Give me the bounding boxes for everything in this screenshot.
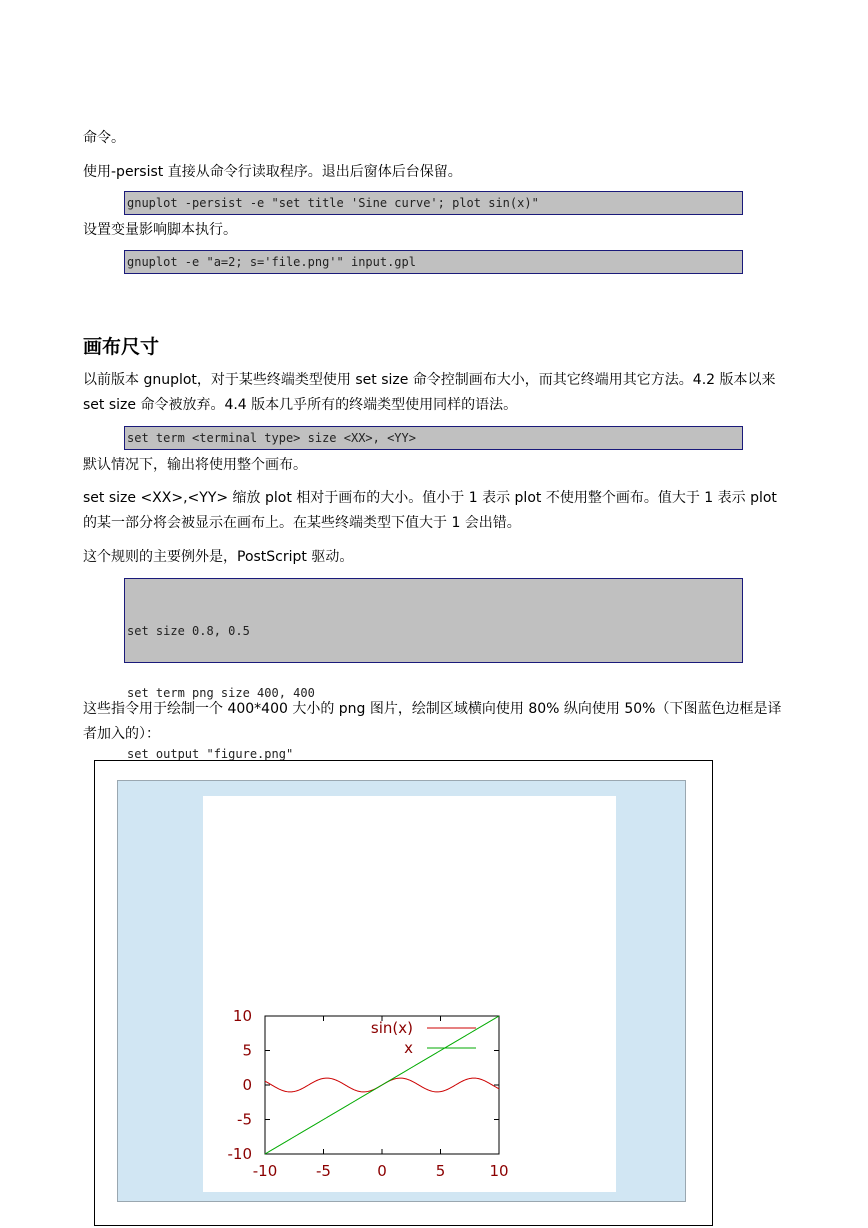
code-line: set size 0.8, 0.5 (127, 624, 250, 638)
legend-label: sin(x) (370, 1019, 413, 1037)
paragraph-4: 以前版本 gnuplot，对于某些终端类型使用 set size 命令控制画布大小，而其它终端用其它方法。4.2 版本以来 set size 命令被放弃。4.4 版本几乎所有的终端类型使用同样的语法。 (83, 372, 776, 413)
y-tick-label: 10 (232, 1007, 252, 1025)
paragraph-6: set size <XX>,<YY> 缩放 plot 相对于画布的大小。值小于 1 表示 plot 不使用整个画布。值大于 1 表示 plot 的某一部分将会被显示在画布上。在某些终端类型下值大于 1 会出错。 (83, 490, 777, 531)
code-line: set output "figure.png" (127, 747, 294, 761)
code-line: gnuplot -persist -e "set title 'Sine curve'; plot sin(x)" (127, 196, 539, 210)
section-heading: 画布尺寸 (83, 336, 160, 358)
legend-label: x (404, 1039, 413, 1057)
x-tick-label: 10 (489, 1162, 509, 1180)
x-tick-label: -10 (252, 1162, 278, 1180)
code-line: gnuplot -e "a=2; s='file.png'" input.gpl (127, 255, 416, 269)
code-line: set term png size 400, 400 (127, 685, 315, 700)
paragraph-1: 命令。 (83, 130, 125, 146)
x-tick-label: -5 (316, 1162, 331, 1180)
y-tick-label: 5 (242, 1041, 252, 1060)
x-tick-label: 5 (435, 1162, 446, 1180)
y-tick-label: -10 (227, 1145, 252, 1163)
paragraph-5: 默认情况下，输出将使用整个画布。 (83, 457, 307, 473)
paragraph-8: 这些指令用于绘制一个 400*400 大小的 png 图片，绘制区域横向使用 80% 纵向使用 50%（下图蓝色边框是译者加入的）： (83, 701, 782, 742)
y-tick-label: 0 (242, 1076, 252, 1094)
paragraph-3: 设置变量影响脚本执行。 (83, 222, 237, 238)
code-line: set term <terminal type> size <XX>, <YY> (127, 431, 416, 445)
paragraph-2: 使用-persist 直接从命令行读取程序。退出后窗体后台保留。 (83, 164, 462, 180)
paragraph-7: 这个规则的主要例外是，PostScript 驱动。 (83, 549, 354, 565)
x-tick-label: 0 (377, 1162, 387, 1180)
y-tick-label: -5 (237, 1110, 252, 1129)
